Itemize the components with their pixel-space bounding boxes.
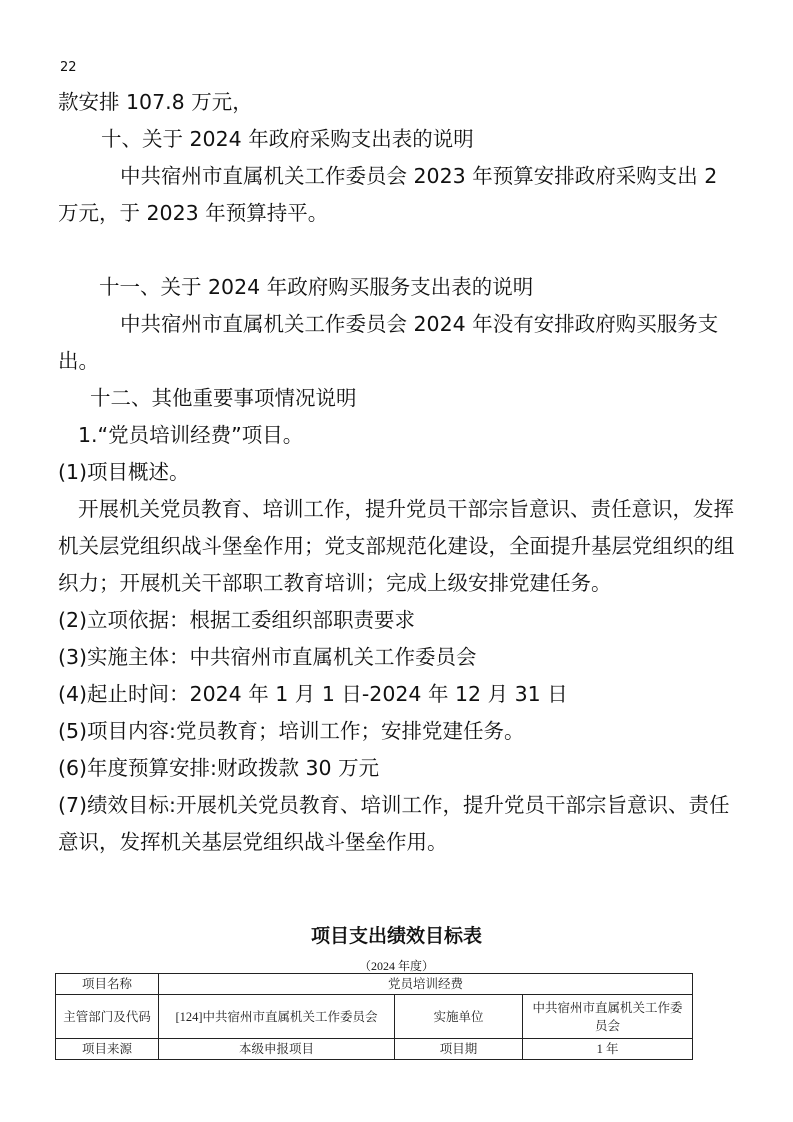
paragraph-line: 出。 xyxy=(58,349,99,373)
performance-goal-paragraph: (7)绩效目标:开展机关党员教育、培训工作，提升党员干部宗旨意识、责任意识，发挥机关基层党组织战斗堡垒作用。 xyxy=(58,793,730,854)
paragraph-line: 中共宿州市直属机关工作委员会 2023 年预算安排政府采购支出 2 xyxy=(120,164,718,188)
subitem-line: (4)起止时间：2024 年 1 月 1 日-2024 年 12 月 31 日 xyxy=(58,682,568,706)
section-heading-10: 十、关于 2024 年政府采购支出表的说明 xyxy=(101,127,474,151)
paragraph-line: 中共宿州市直属机关工作委员会 2024 年没有安排政府购买服务支 xyxy=(120,312,719,336)
subitem-line: (5)项目内容:党员教育；培训工作；安排党建任务。 xyxy=(58,719,525,743)
table-cell-value: 本级申报项目 xyxy=(159,1039,395,1060)
subitem-heading: (1)项目概述。 xyxy=(58,460,190,484)
section-heading-12: 十二、其他重要事项情况说明 xyxy=(90,386,357,410)
paragraph-line: 万元，于 2023 年预算持平。 xyxy=(58,201,329,225)
table-cell-label: 实施单位 xyxy=(395,995,523,1039)
table-cell-value: [124]中共宿州市直属机关工作委员会 xyxy=(159,995,395,1039)
table-row xyxy=(56,1039,693,1060)
table-title: 项目支出绩效目标表 xyxy=(310,925,482,947)
table-cell-value: 党员培训经费 xyxy=(159,974,693,995)
table-cell-label: 项目来源 xyxy=(56,1039,159,1060)
table-cell-value: 1 年 xyxy=(523,1039,693,1060)
paragraph-line: 款安排 107.8 万元， xyxy=(58,90,253,114)
project-overview-paragraph: 开展机关党员教育、培训工作，提升党员干部宗旨意识、责任意识，发挥机关层党组织战斗堡垒作用；党支部规范化建设，全面提升基层党组织的组织力；开展机关干部职工教育培训；完成上级安排党建任务。 xyxy=(58,497,735,595)
table-cell-label: 主管部门及代码 xyxy=(56,995,159,1039)
document-body xyxy=(58,84,740,861)
item-heading: 1.“党员培训经费”项目。 xyxy=(78,423,304,447)
table-cell-label: 项目名称 xyxy=(56,974,159,995)
subitem-line: (3)实施主体：中共宿州市直属机关工作委员会 xyxy=(58,645,477,669)
table-cell-value: 中共宿州市直属机关工作委员会 xyxy=(523,995,693,1039)
page-number: 22 xyxy=(60,60,77,75)
table-cell-label: 项目期 xyxy=(395,1039,523,1060)
subitem-line: (2)立项依据：根据工委组织部职责要求 xyxy=(58,608,416,632)
table-row xyxy=(56,974,693,995)
table-year: （2024 年度） xyxy=(358,959,434,973)
table-row xyxy=(56,995,693,1039)
performance-target-table xyxy=(55,973,693,1060)
subitem-line: (6)年度预算安排:财政拨款 30 万元 xyxy=(58,756,380,780)
section-heading-11: 十一、关于 2024 年政府购买服务支出表的说明 xyxy=(99,275,534,299)
